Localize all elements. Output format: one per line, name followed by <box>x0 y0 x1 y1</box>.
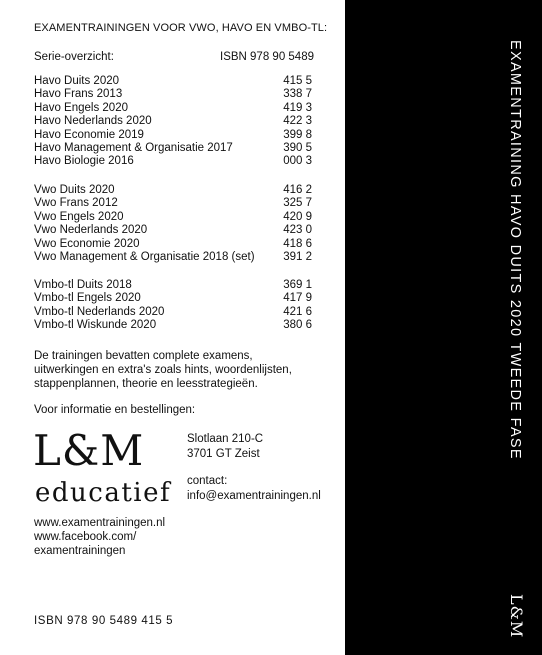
isbn-full: ISBN 978 90 5489 415 5 <box>34 615 174 627</box>
address <box>187 432 263 462</box>
list-item <box>34 292 312 305</box>
spine-logo: L&M <box>507 594 526 639</box>
item-code: 415 5 <box>283 75 312 87</box>
item-title: Vwo Engels 2020 <box>34 210 124 223</box>
series-label: Serie-overzicht: <box>34 51 114 63</box>
item-title: Vwo Nederlands 2020 <box>34 224 148 237</box>
address-street: Slotlaan 210-C <box>187 433 264 445</box>
logo-sub: educatief <box>35 478 172 508</box>
info-label: Voor informatie en bestellingen: <box>34 404 196 416</box>
item-title: Havo Duits 2020 <box>34 75 120 87</box>
list-item <box>34 75 312 88</box>
facebook-link[interactable]: www.facebook.com/ <box>34 530 137 543</box>
item-title: Vwo Duits 2020 <box>34 184 115 196</box>
list-item <box>34 197 312 210</box>
list-item <box>34 184 312 197</box>
description-line: stappenplannen, theorie en leesstrategieën. <box>34 378 258 391</box>
item-code: 338 7 <box>283 88 312 101</box>
item-code: 391 2 <box>283 250 312 263</box>
item-code: 000 3 <box>283 155 312 168</box>
item-title: Vwo Management & Organisatie 2018 (set) <box>34 250 255 263</box>
list-item <box>34 211 312 224</box>
website-link[interactable]: www.examentrainingen.nl <box>34 517 166 529</box>
list-item <box>34 224 312 237</box>
item-code: 417 9 <box>283 292 312 305</box>
vwo-list <box>34 184 312 264</box>
item-code: 390 5 <box>283 141 312 154</box>
item-code: 369 1 <box>283 279 312 291</box>
web-links <box>34 517 165 558</box>
item-code: 416 2 <box>283 184 312 196</box>
address-city: 3701 GT Zeist <box>187 448 260 460</box>
item-code: 399 8 <box>283 128 312 141</box>
item-code: 422 3 <box>283 115 312 128</box>
list-item <box>34 306 312 319</box>
description-line: uitwerkingen en extra's zoals hints, woordenlijsten, <box>34 364 292 377</box>
vmbo-list <box>34 279 312 333</box>
item-title: Vmbo-tl Wiskunde 2020 <box>34 319 157 332</box>
item-title: Havo Biologie 2016 <box>34 155 134 168</box>
item-title: Vwo Frans 2012 <box>34 197 118 210</box>
list-item <box>34 102 312 115</box>
description <box>34 349 292 392</box>
contact-label: contact: <box>187 475 228 487</box>
list-item <box>34 115 312 128</box>
list-item <box>34 279 312 292</box>
item-title: Havo Management & Organisatie 2017 <box>34 141 233 154</box>
list-item <box>34 142 312 155</box>
item-code: 325 7 <box>283 197 312 210</box>
item-code: 380 6 <box>283 319 312 332</box>
item-title: Havo Engels 2020 <box>34 101 128 114</box>
item-code: 420 9 <box>283 210 312 223</box>
list-item <box>34 88 312 101</box>
logo-main: L&M <box>33 426 145 475</box>
spine-title: EXAMENTRAINING HAVO DUITS 2020 TWEEDE FASE <box>507 40 523 460</box>
contact-email[interactable]: info@examentrainingen.nl <box>187 490 321 502</box>
list-item <box>34 238 312 251</box>
series-isbn-prefix: ISBN 978 90 5489 <box>220 51 314 63</box>
item-title: Vmbo-tl Nederlands 2020 <box>34 305 165 318</box>
description-line: De trainingen bevatten complete examens, <box>34 350 253 362</box>
item-code: 423 0 <box>283 224 312 237</box>
list-item <box>34 251 312 264</box>
item-title: Havo Economie 2019 <box>34 128 144 141</box>
list-item <box>34 155 312 168</box>
item-title: Havo Frans 2013 <box>34 88 123 101</box>
list-item <box>34 319 312 332</box>
item-title: Vmbo-tl Engels 2020 <box>34 292 141 305</box>
item-code: 419 3 <box>283 101 312 114</box>
facebook-link-continued[interactable]: examentrainingen <box>34 544 126 557</box>
item-code: 421 6 <box>283 305 312 318</box>
list-item <box>34 129 312 142</box>
item-title: Vwo Economie 2020 <box>34 237 140 250</box>
havo-list <box>34 75 312 169</box>
item-code: 418 6 <box>283 237 312 250</box>
item-title: Havo Nederlands 2020 <box>34 115 152 128</box>
heading: EXAMENTRAININGEN VOOR VWO, HAVO EN VMBO-TL: <box>34 22 328 34</box>
contact <box>187 474 321 504</box>
item-title: Vmbo-tl Duits 2018 <box>34 279 132 291</box>
